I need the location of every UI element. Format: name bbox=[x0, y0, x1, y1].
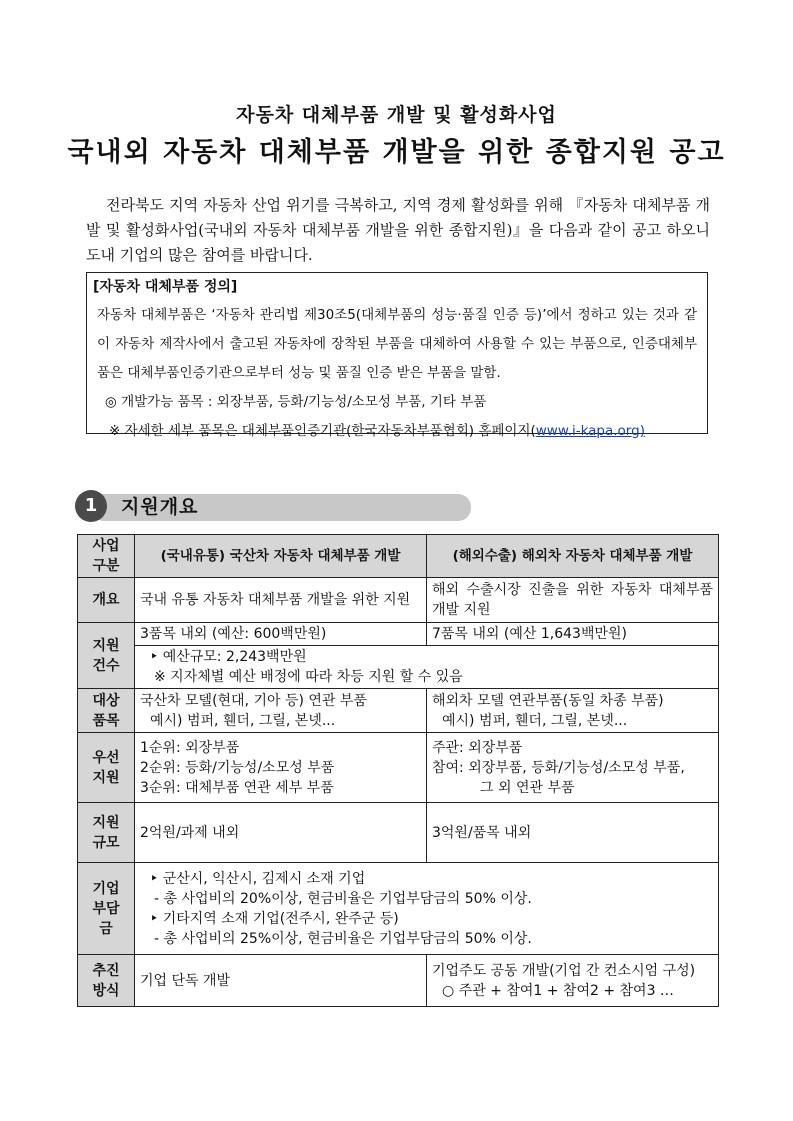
row-label-overview: 개요 bbox=[78, 578, 135, 623]
count-overseas: 7품목 내외 (예산 1,643백만원) bbox=[427, 623, 719, 646]
detail-note-text: ※ 자세한 세부 품목은 대체부품인증기관(한국자동차부품협회) 홈페이지( bbox=[109, 423, 536, 439]
program-subtitle: 자동차 대체부품 개발 및 활성화사업 bbox=[236, 104, 557, 126]
section-title: 지원개요 bbox=[121, 496, 199, 518]
count-domestic: 3품목 내외 (예산: 600백만원) bbox=[135, 623, 427, 646]
row-label-burden: 기업 부담 금 bbox=[78, 863, 135, 955]
overview-overseas: 해외 수출시장 진출을 위한 자동차 대체부품 개발 지원 bbox=[427, 578, 719, 623]
table-row-scale bbox=[78, 803, 719, 863]
intro-text: 전라북도 지역 자동차 산업 위기를 극복하고, 지역 경제 활성화를 위해 『자동차 대체부품 개발 및 활성화사업(국내외 자동차 대체부품 개발을 위한 종합지원)』을 다음과 같이 공고 하오니 도내 기업의 많은 참여를 바랍니다. bbox=[86, 196, 710, 264]
kapa-homepage-link[interactable]: www.i-kapa.org) bbox=[535, 423, 645, 439]
row-label-method: 추진 방식 bbox=[78, 955, 135, 1007]
table-row-burden bbox=[78, 863, 719, 955]
priority-other: 그 외 연관 부품 bbox=[480, 779, 575, 796]
target-domestic bbox=[135, 689, 427, 733]
target-overseas-models: 해외차 모델 연관부품(동일 차종 부품) bbox=[432, 692, 664, 709]
row-label-business-type: 사업 구분 bbox=[78, 535, 135, 578]
burden-line-4: - 총 사업비의 25%이상, 현금비율은 기업부담금의 50% 이상. bbox=[154, 930, 532, 947]
priority-domestic bbox=[135, 733, 427, 803]
table-row-count bbox=[78, 623, 719, 646]
method-overseas bbox=[427, 955, 719, 1007]
budget-cell bbox=[135, 646, 719, 689]
scale-overseas: 3억원/품목 내외 bbox=[427, 803, 719, 863]
section-number: 1 bbox=[75, 490, 107, 522]
budget-note: ※ 지자체별 예산 배정에 따라 차등 지원 할 수 있음 bbox=[154, 669, 463, 685]
scale-domestic: 2억원/과제 내외 bbox=[135, 803, 427, 863]
definition-title: [자동차 대체부품 정의] bbox=[93, 279, 238, 295]
target-overseas bbox=[427, 689, 719, 733]
overview-domestic: 국내 유통 자동차 대체부품 개발을 위한 지원 bbox=[135, 578, 427, 623]
header-overseas: (해외수출) 해외차 자동차 대체부품 개발 bbox=[427, 535, 719, 578]
table-header-row bbox=[78, 535, 719, 578]
intro-paragraph bbox=[86, 193, 710, 268]
announcement-title: 국내외 자동차 대체부품 개발을 위한 종합지원 공고 bbox=[67, 137, 726, 168]
table-row-method bbox=[78, 955, 719, 1007]
developable-items: ◎ 개발가능 품목 : 외장부품, 등화/기능성/소모성 부품, 기타 부품 bbox=[105, 394, 487, 410]
method-consortium: 기업주도 공동 개발(기업 간 컨소시엄 구성) bbox=[432, 962, 696, 979]
row-label-priority: 우선 지원 bbox=[78, 733, 135, 803]
support-overview-table bbox=[77, 534, 719, 1007]
target-domestic-example: 예시) 범퍼, 휀더, 그릴, 본넷... bbox=[150, 712, 336, 729]
priority-lead: 주관: 외장부품 bbox=[432, 739, 523, 756]
detail-note bbox=[97, 417, 697, 446]
row-label-count: 지원 건수 bbox=[78, 623, 135, 689]
priority-2: 2순위: 등화/기능성/소모성 부품 bbox=[140, 759, 335, 776]
section-header bbox=[75, 490, 471, 522]
table-row-priority bbox=[78, 733, 719, 803]
method-composition: ○ 주관 + 참여1 + 참여2 + 참여3 … bbox=[442, 982, 674, 999]
header-domestic: (국내유통) 국산차 자동차 대체부품 개발 bbox=[135, 535, 427, 578]
priority-participant: 참여: 외장부품, 등화/기능성/소모성 부품, bbox=[432, 759, 685, 776]
table-row-overview bbox=[78, 578, 719, 623]
target-overseas-example: 예시) 범퍼, 휀더, 그릴, 본넷... bbox=[442, 712, 628, 729]
priority-overseas bbox=[427, 733, 719, 803]
priority-1: 1순위: 외장부품 bbox=[140, 739, 240, 756]
definition-box bbox=[86, 272, 708, 439]
burden-line-3: ‣ 기타지역 소재 기업(전주시, 완주군 등) bbox=[150, 910, 399, 927]
row-label-target: 대상 품목 bbox=[78, 689, 135, 733]
row-label-scale: 지원 규모 bbox=[78, 803, 135, 863]
priority-3: 3순위: 대체부품 연관 세부 부품 bbox=[140, 779, 334, 796]
burden-line-1: ‣ 군산시, 익산시, 김제시 소재 기업 bbox=[150, 870, 366, 887]
table-row-target bbox=[78, 689, 719, 733]
burden-line-2: - 총 사업비의 20%이상, 현금비율은 기업부담금의 50% 이상. bbox=[154, 890, 532, 907]
burden-cell bbox=[135, 863, 719, 955]
table-row-budget bbox=[78, 646, 719, 689]
method-domestic: 기업 단독 개발 bbox=[135, 955, 427, 1007]
budget-total: ‣ 예산규모: 2,243백만원 bbox=[150, 649, 307, 665]
definition-body: 자동차 대체부품은 ‘자동차 관리법 제30조5(대체부품의 성능·품질 인증 등)’에서 정하고 있는 것과 같이 자동차 제작사에서 출고된 자동차에 장착된 부품을 대체하여 사용할 수 있는 부품으로, 인증대체부품은 대체부품인증기관으로부터 성능 및 품질 인증 받은 부품을 말함. bbox=[97, 307, 697, 381]
target-domestic-models: 국산차 모델(현대, 기아 등) 연관 부품 bbox=[140, 692, 367, 709]
